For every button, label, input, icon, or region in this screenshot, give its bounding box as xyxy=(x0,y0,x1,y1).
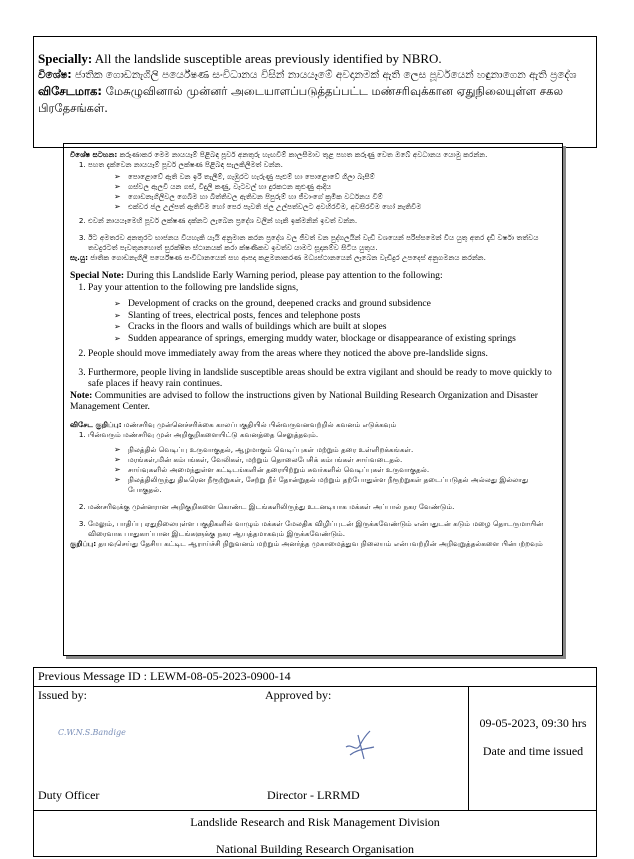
si-intro-text: කරුණාකර මෙම නායයෑම් පිළිබඳ පූර්ව අනතුරු හැඟවීම් කාලසීමාව තුළ පහත කරුණු වෙත ඔබේ අවධානය යොමු කරන්න. xyxy=(119,150,488,159)
si-intro xyxy=(70,150,556,160)
ta-bullet-2: ➢ மரங்கள்,மின் கம்பங்கள், வேலிகள், மற்றும் தொலைபேசிக் கம்பங்கள் சாய்வடைதல். xyxy=(128,455,556,465)
ta-bullet-4: ➢ நிலத்திலிருந்து திடீரென நீரூற்றுகள், சேற்று நீர் தோன்றுதல் மற்றும் தற்போதுள்ள நீரூற்றுகள் தடைப்படுதல் அல்லது இல்லாது போகுதல். xyxy=(128,475,556,495)
ta-intro xyxy=(70,420,556,430)
en-note-text: Communities are advised to follow the instructions given by National Building Research Organization and Disaster Management Center. xyxy=(70,389,538,412)
si-intro-label: විශේෂ සටහන: xyxy=(70,150,118,159)
en-bullet-2: ➢ Slanting of trees, electrical posts, fences and telephone posts xyxy=(128,310,556,322)
en-item-1-text: Pay your attention to the following pre landslide signs, xyxy=(88,281,299,293)
issued-by-cell xyxy=(38,687,263,811)
ta-note-text: தயவுசெய்து தேசிய கட்டிட ஆராய்ச்சி நிறுவனம் மற்றும் அனர்த்த முகாமைத்துவ நிலையம் என்பவற்றின் அறிவுறுத்தல்களை பின்பற்றவும் xyxy=(98,538,543,548)
approved-by-cell xyxy=(265,687,465,811)
si-note-text: ජාතික ගොඩනැගිලි පර්යේෂණ සංවිධානයෙන් සහ ආපදා කළමනාකරණ මධ්‍යස්ථානයෙන් ලැබෙන වැඩිදුර උපදෙස් අනුගමනය කරන්න. xyxy=(90,253,486,262)
si-note xyxy=(70,253,556,263)
issue-datetime-label: Date and time issued xyxy=(482,744,584,758)
si-bullet-3: ➢ ගොඩනැගිලිවල ගෙබිම හා බිත්තිවල ඇතිවන පිපුරුම් හා ජීවාංගේ ක්‍රමික වර්ධනය වීම් xyxy=(128,192,556,202)
si-bullet-2: ➢ ගස්වල ඇලවී යන ගස්, විදුලි කණු, වැටවල් හා දුරකථන කුළුණු ආදිය xyxy=(128,182,556,192)
en-item-1 xyxy=(88,282,556,345)
si-note-label: සැ.යු: xyxy=(70,253,88,262)
ta-item-2: 2. மண்சரிவுக்கு முன்னரான அறிகுறிகளை கொண்ட இடங்களிலிருந்து உடனடியாக மக்கள் அப்பால் நகர வேண்டும். xyxy=(88,502,556,512)
specially-ta-text: மேசுழுவினால் முன்னர் அடையாளப்படுத்தப்பட்ட மண்சரிவுக்கான ஏதுநிலையுள்ள சகல பிரதேசங்கள். xyxy=(38,84,564,115)
en-bullet-1: ➢ Development of cracks on the ground, deepened cracks and ground subsidence xyxy=(128,298,556,310)
specially-section xyxy=(33,36,597,148)
issuer-title: Duty Officer xyxy=(38,788,100,802)
specially-si xyxy=(38,67,592,83)
specially-en xyxy=(38,51,592,67)
en-list xyxy=(70,282,556,390)
division-name: Landslide Research and Risk Management Division xyxy=(190,815,440,829)
specially-ta-label: விசேடமாக: xyxy=(38,84,102,98)
si-item-3: 3. ඊට අමතරව අනතුරට භාජනය වියහැකි යැයි අනුමාන කරන ප්‍රදේශ වල ජීවත් වන පුද්ගලයින් වැඩි වශයෙන් පරිස්සමෙන් විය යුතු අතර දැඩි වර්ෂා තත්වය තවදුරටත් පැවතුනහොත් සුරක්ෂිත ස්ථානයක් කරා ක්ෂණිකව ඉවත්ව යාමට සූදානම්ව සිටිය යුතුය. xyxy=(88,233,556,253)
en-bullets xyxy=(88,298,556,344)
issuer-signature: C.W.N.S.Bandige xyxy=(58,728,126,737)
si-bullets xyxy=(88,172,556,212)
issued-by-label: Issued by: xyxy=(38,688,87,702)
specially-si-label: විශේෂ: xyxy=(38,69,72,81)
en-intro xyxy=(70,270,556,282)
approved-by-label: Approved by: xyxy=(265,688,332,702)
en-bullet-4: ➢ Sudden appearance of springs, emerging muddy water, blockage or disappearance of existing springs xyxy=(128,333,556,345)
en-bullet-3: ➢ Cracks in the floors and walls of buildings which are built at slopes xyxy=(128,321,556,333)
specially-text: All the landslide susceptible areas previously identified by NBRO. xyxy=(94,51,442,66)
ta-note-label: குறிப்பு: xyxy=(70,538,97,548)
en-note-label: Note: xyxy=(70,389,93,401)
ta-item-3: 3. மேலும், பாதிப்பு ஏதுநிலையுள்ள பகுதிகளில் வாழும் மக்கள் மேலதிக விழிப்புடன் இருக்கவேண்டும் என்பதுடன் கடும் மழை தொடருமாயின் விரைவாக பாதுகாப்பான இடங்களுக்கு நகர ஆயத்தமாகவும் இருக்கவேண்டும். xyxy=(88,519,556,539)
specially-si-text: ජාතික ගොඩනැගිලි පර්යේෂණ සංවිධානය විසින් නායයෑමේ අවදානමක් ඇති ලෙස පූර්වයෙන් හඳුනාගෙන ඇති ප්‍රදේශ xyxy=(74,69,577,81)
ta-item-1-text: பின்வரும் மண்சரிவு முன் அறிகுறிகளையிட்டு கவனத்தை செலுத்தவும். xyxy=(88,429,319,439)
approver-signature-icon xyxy=(340,725,380,765)
si-list xyxy=(70,160,556,253)
ta-list xyxy=(70,430,556,539)
si-bullet-4: ➢ එක්වර ජල උල්පත් ඇතිවීම හෝ පෙර පැවති ජල උල්පත්වලට අවහිරවීම, අවසිරවීම හෝ නැතිවීම xyxy=(128,202,556,212)
en-intro-label: Special Note: xyxy=(70,270,125,281)
organisation-footer xyxy=(34,810,596,859)
approver-title: Director - LRRMD xyxy=(267,788,360,802)
ta-intro-label: விசேட குறிப்பு: xyxy=(70,419,122,429)
previous-message-id: Previous Message ID : LEWM-08-05-2023-0900-14 xyxy=(34,668,596,687)
specially-ta xyxy=(38,83,592,117)
issue-datetime: 09-05-2023, 09:30 hrs xyxy=(479,716,587,730)
ta-item-1 xyxy=(88,430,556,495)
date-cell xyxy=(469,687,597,811)
organisation-name: National Building Research Organisation xyxy=(215,842,415,856)
footer-table xyxy=(33,667,597,857)
si-item-1-text: පහත දැක්වෙන නායයෑම් පූර්ව ලක්ෂණ පිළිබඳ සැලකිලිමත් වන්න. xyxy=(88,160,283,169)
special-note-box xyxy=(63,143,563,656)
ta-bullets xyxy=(88,445,556,495)
en-item-3: 3. Furthermore, people living in landslide susceptible areas should be extra vigilant and should be ready to move quickly to safe places if heavy rain continues. xyxy=(88,367,556,390)
ta-bullet-1: ➢ நிலத்தில் வெடிப்பு உருவாகுதல், ஆழமாகும் வெடிப்புகள் மற்றும் தரை உள்ளிறக்கங்கள். xyxy=(128,445,556,455)
si-item-1 xyxy=(88,160,556,212)
en-intro-text: During this Landslide Early Warning period, please pay attention to the following: xyxy=(126,270,443,281)
en-item-2: 2. People should move immediately away from the areas where they noticed the above pre-landslide signs. xyxy=(88,348,556,360)
specially-label: Specially: xyxy=(38,51,93,66)
si-item-2: 2. එවන් නායයෑමෙහි පූර්ව ලක්ෂණ දක්නට ලැබෙන ප්‍රදේශ වලින් හැකි ඉක්මනින් ඉවත් වන්න. xyxy=(88,216,556,226)
ta-intro-text: மண்சரிவு முன்னெச்சரிக்கை காலப்பகுதியில் பின்வருவனவற்றில் கவனம் எடுக்கவும் xyxy=(123,419,397,429)
si-bullet-1: ➢ පොළොවේ ඇති වන ඉරි තැලීම්, ගැඹුරට හැරුණු පැළුම් හා පොළොවේ ගිලා බැසීම් xyxy=(128,172,556,182)
ta-note xyxy=(70,539,556,549)
ta-bullet-3: ➢ சாய்வுகளில் அமைந்துள்ள கட்டிடங்களின் தரையிற்றும் சுவர்களில் வெடிப்புகள் உருவாகுதல். xyxy=(128,465,556,475)
en-note xyxy=(70,390,556,413)
